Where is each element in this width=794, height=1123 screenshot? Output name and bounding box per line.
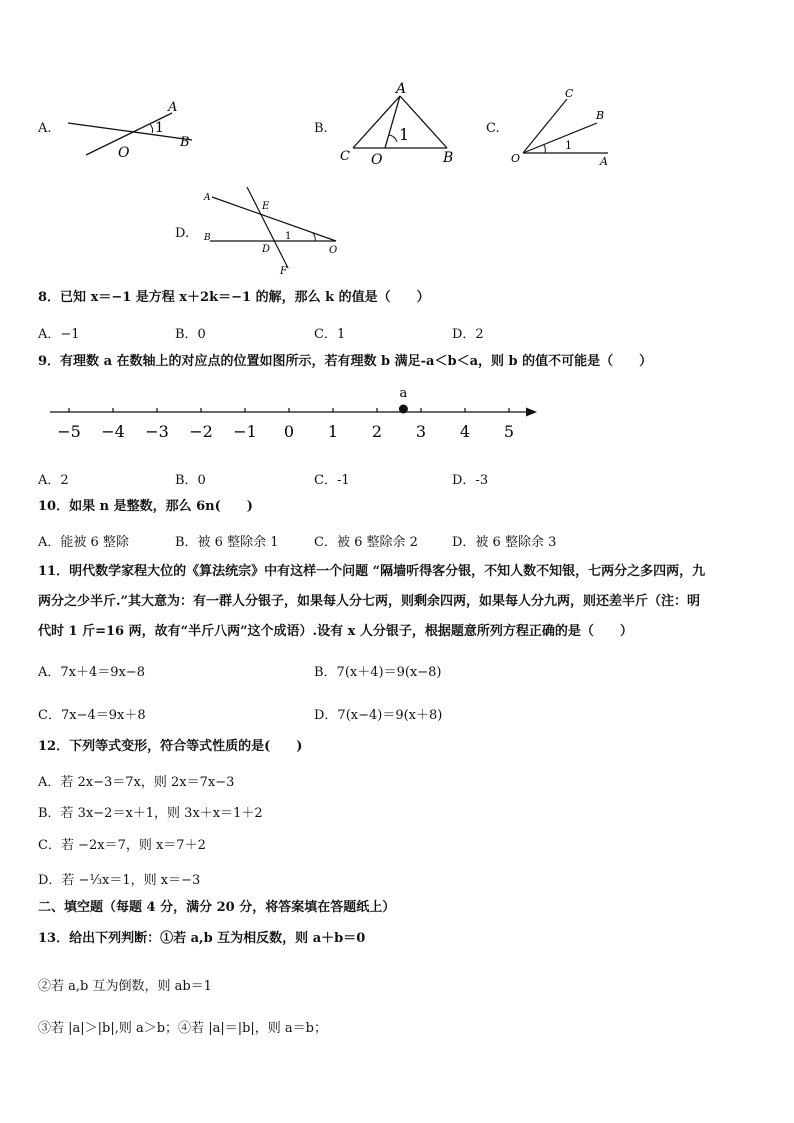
angle-1-label: 1 bbox=[285, 231, 292, 242]
q10-option-c[interactable]: C．被 6 整除余 2 bbox=[314, 535, 418, 550]
q9-option-b[interactable]: B．0 bbox=[175, 473, 206, 488]
point-c-label: C bbox=[565, 87, 574, 100]
q11-option-b[interactable]: B．7(x＋4)＝9(x−8) bbox=[314, 665, 442, 680]
q8-option-d[interactable]: D．2 bbox=[452, 327, 484, 342]
q13-stem: 13．给出下列判断：①若 a,b 互为相反数，则 a＋b＝0 bbox=[38, 931, 366, 946]
q7-option-d-label[interactable]: D. bbox=[175, 226, 190, 241]
line-ao bbox=[212, 197, 336, 241]
point-d-label: D bbox=[262, 244, 271, 255]
tick-label: −1 bbox=[233, 422, 257, 441]
line-ob bbox=[68, 123, 192, 140]
section-2-title: 二、填空题（每题 4 分，满分 20 分，将答案填在答题纸上） bbox=[38, 900, 396, 915]
angle-arc bbox=[313, 233, 315, 241]
q7-option-a-label[interactable]: A. bbox=[38, 121, 52, 136]
point-b-label: B bbox=[180, 135, 190, 150]
tick-group bbox=[57, 408, 514, 441]
point-a-label: a bbox=[399, 386, 408, 401]
q7-figure-a bbox=[60, 95, 200, 165]
point-a-label: A bbox=[168, 100, 178, 115]
point-e-label: E bbox=[262, 201, 270, 212]
angle-arc bbox=[389, 135, 397, 142]
q7-option-b-label[interactable]: B. bbox=[314, 121, 328, 136]
q12-stem: 12．下列等式变形，符合等式性质的是( ) bbox=[38, 739, 303, 754]
point-o-label: O bbox=[371, 152, 383, 168]
ray-ob bbox=[523, 123, 597, 153]
angle-arc bbox=[544, 145, 545, 153]
angle-1-label: 1 bbox=[565, 139, 572, 152]
point-b-label: B bbox=[204, 233, 211, 243]
q12-option-b[interactable]: B．若 3x−2＝x＋1，则 3x＋x＝1＋2 bbox=[38, 806, 263, 821]
q7-figure-d bbox=[198, 182, 348, 280]
angle-1-label: 1 bbox=[399, 125, 410, 144]
q7-figure-c bbox=[505, 85, 620, 167]
tick-label: 2 bbox=[371, 422, 383, 441]
q11-stem-line1: 11．明代数学家程大位的《算法统宗》中有这样一个问题 “隔墙听得客分银，不知人数不知银，七两分之多四两，九 bbox=[38, 564, 706, 579]
q9-number-line bbox=[45, 382, 545, 446]
angle-1-label: 1 bbox=[155, 120, 164, 136]
point-c-label: C bbox=[340, 149, 350, 164]
q8-option-a[interactable]: A．−1 bbox=[38, 327, 80, 342]
point-a-label: A bbox=[396, 81, 407, 97]
q9-stem: 9．有理数 a 在数轴上的对应点的位置如图所示，若有理数 b 满足-a＜b＜a，则 b 的值不可能是（ ） bbox=[38, 354, 653, 369]
tick-label: 4 bbox=[459, 422, 471, 441]
q7-option-c-label[interactable]: C. bbox=[486, 121, 500, 136]
tick-label: 3 bbox=[415, 422, 427, 441]
point-b-label: B bbox=[443, 150, 454, 166]
q9-option-a[interactable]: A．2 bbox=[38, 473, 69, 488]
q9-option-c[interactable]: C．-1 bbox=[314, 473, 350, 488]
q7-figure-b bbox=[335, 78, 465, 170]
point-a-label: A bbox=[600, 155, 608, 167]
tick-label: 5 bbox=[503, 422, 515, 441]
q10-option-d[interactable]: D．被 6 整除余 3 bbox=[452, 535, 557, 550]
q11-option-a[interactable]: A．7x＋4＝9x−8 bbox=[38, 665, 146, 680]
q9-option-d[interactable]: D．-3 bbox=[452, 473, 489, 488]
point-a-dot bbox=[399, 405, 408, 414]
q10-option-a[interactable]: A．能被 6 整除 bbox=[38, 535, 129, 550]
point-o-label: O bbox=[511, 152, 521, 165]
q8-option-b[interactable]: B．0 bbox=[175, 327, 206, 342]
q11-stem-line2: 两分之少半斤.”其大意为：有一群人分银子，如果每人分七两，则剩余四两，如果每人分九两，则还差半斤（注：明 bbox=[38, 594, 701, 609]
tick-label: −4 bbox=[101, 422, 125, 441]
line-ef bbox=[247, 187, 288, 268]
q12-option-d[interactable]: D．若 −⅓x＝1，则 x＝−3 bbox=[38, 873, 201, 888]
tick-label: 0 bbox=[283, 422, 295, 441]
tick-label: −3 bbox=[145, 422, 169, 441]
point-f-label: F bbox=[280, 266, 287, 277]
q8-stem: 8．已知 x＝−1 是方程 x＋2k＝−1 的解，那么 k 的值是（ ） bbox=[38, 290, 430, 305]
q8-option-c[interactable]: C．1 bbox=[314, 327, 346, 342]
q10-option-b[interactable]: B．被 6 整除余 1 bbox=[175, 535, 279, 550]
q11-option-c[interactable]: C．7x−4＝9x＋8 bbox=[38, 708, 146, 723]
axis-arrow-icon bbox=[526, 408, 537, 417]
tick-label: −5 bbox=[57, 422, 81, 441]
point-a-label: A bbox=[204, 193, 211, 203]
point-b-label: B bbox=[596, 109, 605, 122]
point-o-label: O bbox=[329, 245, 338, 256]
q13-line3: ③若 |a|＞|b|,则 a＞b；④若 |a|＝|b|，则 a＝b； bbox=[38, 1021, 327, 1036]
q11-option-d[interactable]: D．7(x−4)＝9(x＋8) bbox=[314, 708, 443, 723]
angle-arc bbox=[150, 124, 153, 133]
tick-label: −2 bbox=[189, 422, 213, 441]
q12-option-c[interactable]: C．若 −2x＝7，则 x＝7＋2 bbox=[38, 838, 206, 853]
ray-oc bbox=[523, 99, 567, 153]
q11-stem-line3: 代时 1 斤=16 两，故有“半斤八两”这个成语）.设有 x 人分银子，根据题意所列方程正确的是（ ） bbox=[38, 624, 633, 639]
q12-option-a[interactable]: A．若 2x−3＝7x，则 2x＝7x−3 bbox=[38, 775, 235, 790]
q10-stem: 10．如果 n 是整数，那么 6n( ) bbox=[38, 499, 253, 514]
tick-label: 1 bbox=[327, 422, 339, 441]
point-o-label: O bbox=[118, 145, 130, 161]
q13-line2: ②若 a,b 互为倒数，则 ab＝1 bbox=[38, 979, 212, 994]
